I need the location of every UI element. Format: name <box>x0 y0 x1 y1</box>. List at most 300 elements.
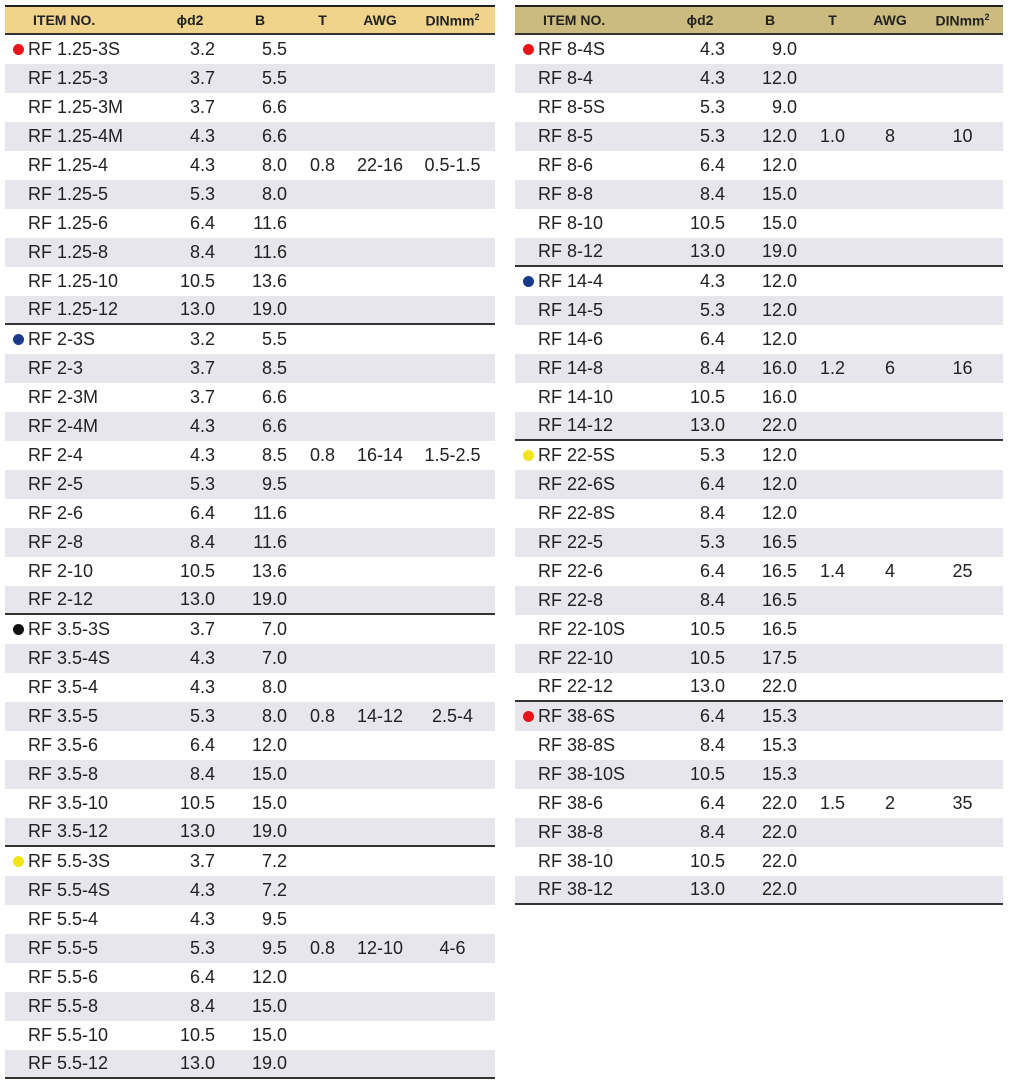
table-row <box>5 122 495 151</box>
item-no-text: RF 14-8 <box>538 358 604 378</box>
table-row <box>515 528 1003 557</box>
b-value: 12.0 <box>761 271 797 291</box>
table-row <box>5 615 495 644</box>
table-row <box>515 789 1003 818</box>
blue-dot-icon <box>13 334 24 345</box>
table-row <box>5 470 495 499</box>
item-no <box>5 242 155 263</box>
d2-value: 8.4 <box>189 242 215 262</box>
b-value: 7.2 <box>261 880 287 900</box>
item-no <box>5 851 155 872</box>
d2-value: 5.3 <box>699 126 725 146</box>
d2-value: 5.3 <box>189 474 215 494</box>
item-no-text: RF 1.25-4M <box>28 126 124 146</box>
d2-value: 13.0 <box>179 299 215 319</box>
awg-value: 22-16 <box>356 155 404 175</box>
item-no <box>5 619 155 640</box>
item-no-text: RF 2-4M <box>28 416 99 436</box>
d2-value: 10.5 <box>179 793 215 813</box>
b-value: 19.0 <box>251 1053 287 1073</box>
item-no <box>5 1025 155 1046</box>
item-no <box>5 97 155 118</box>
item-no <box>5 967 155 988</box>
d2-value: 8.4 <box>189 996 215 1016</box>
header-din-label: DINmm <box>935 12 985 29</box>
item-no-text: RF 3.5-8 <box>28 764 99 784</box>
awg-value: 12-10 <box>356 938 404 958</box>
item-no <box>5 416 155 437</box>
terminal-table-right <box>515 5 1003 905</box>
item-no-text: RF 38-10S <box>538 764 626 784</box>
table-row <box>515 818 1003 847</box>
item-no-text: RF 8-4 <box>538 68 594 88</box>
item-no-text: RF 38-8S <box>538 735 616 755</box>
item-no-text: RF 3.5-12 <box>28 821 109 841</box>
b-value: 15.0 <box>251 996 287 1016</box>
item-no-text: RF 2-8 <box>28 532 84 552</box>
item-no-text: RF 38-6S <box>538 706 616 726</box>
item-no <box>5 880 155 901</box>
table-row <box>515 731 1003 760</box>
item-no <box>5 299 155 320</box>
table-row <box>515 383 1003 412</box>
d2-value: 10.5 <box>689 648 725 668</box>
b-value: 22.0 <box>761 851 797 871</box>
table-row <box>5 934 495 963</box>
d2-value: 13.0 <box>689 415 725 435</box>
yellow-dot-icon <box>523 450 534 461</box>
d2-value: 10.5 <box>689 764 725 784</box>
item-no <box>515 735 665 756</box>
b-value: 12.0 <box>761 126 797 146</box>
d2-value: 4.3 <box>189 126 215 146</box>
item-no <box>515 329 665 350</box>
table-row <box>5 151 495 180</box>
table-row <box>515 180 1003 209</box>
d2-value: 6.4 <box>699 706 725 726</box>
b-value: 12.0 <box>761 155 797 175</box>
item-no-text: RF 8-10 <box>538 213 604 233</box>
table-row <box>5 557 495 586</box>
table-row <box>515 238 1003 267</box>
b-value: 19.0 <box>251 821 287 841</box>
d2-value: 6.4 <box>699 793 725 813</box>
table-row <box>5 209 495 238</box>
b-value: 12.0 <box>761 329 797 349</box>
b-value: 15.3 <box>761 735 797 755</box>
item-no-text: RF 1.25-5 <box>28 184 109 204</box>
b-value: 15.0 <box>251 1025 287 1045</box>
item-no-text: RF 8-6 <box>538 155 594 175</box>
table-row <box>5 905 495 934</box>
table-row <box>5 354 495 383</box>
b-value: 19.0 <box>251 589 287 609</box>
b-value: 15.3 <box>761 706 797 726</box>
table-row <box>515 93 1003 122</box>
item-no-text: RF 8-5 <box>538 126 594 146</box>
din-value: 25 <box>952 561 973 581</box>
item-no <box>515 97 665 118</box>
d2-value: 8.4 <box>699 358 725 378</box>
d2-value: 10.5 <box>179 561 215 581</box>
item-no <box>515 358 665 379</box>
b-value: 22.0 <box>761 676 797 696</box>
din-value: 0.5-1.5 <box>424 155 481 175</box>
d2-value: 5.3 <box>699 445 725 465</box>
red-dot-icon <box>523 711 534 722</box>
item-no-text: RF 1.25-3 <box>28 68 109 88</box>
table-row <box>5 818 495 847</box>
d2-value: 8.4 <box>699 822 725 842</box>
item-no <box>5 329 155 350</box>
d2-value: 8.4 <box>189 532 215 552</box>
d2-value: 4.3 <box>189 677 215 697</box>
item-no-text: RF 5.5-5 <box>28 938 99 958</box>
b-value: 13.6 <box>251 561 287 581</box>
item-no <box>515 300 665 321</box>
header-item-no: ITEM NO. <box>543 12 606 28</box>
table-row <box>5 412 495 441</box>
item-no <box>5 532 155 553</box>
d2-value: 5.3 <box>189 184 215 204</box>
b-value: 7.0 <box>261 619 287 639</box>
d2-value: 8.4 <box>699 590 725 610</box>
item-no-text: RF 3.5-10 <box>28 793 109 813</box>
b-value: 19.0 <box>251 299 287 319</box>
item-no-text: RF 2-10 <box>28 561 94 581</box>
table-row <box>5 180 495 209</box>
b-value: 11.6 <box>253 532 287 552</box>
item-no <box>5 996 155 1017</box>
din-value: 35 <box>952 793 973 813</box>
item-no <box>515 387 665 408</box>
b-value: 6.6 <box>261 416 287 436</box>
item-no-text: RF 2-5 <box>28 474 84 494</box>
b-value: 9.0 <box>771 97 797 117</box>
b-value: 9.5 <box>261 938 287 958</box>
b-value: 5.5 <box>261 68 287 88</box>
t-value: 1.0 <box>819 126 846 146</box>
table-row <box>515 267 1003 296</box>
red-dot-icon <box>523 44 534 55</box>
b-value: 7.0 <box>261 648 287 668</box>
b-value: 16.0 <box>761 387 797 407</box>
item-no <box>5 213 155 234</box>
table-row <box>5 499 495 528</box>
b-value: 12.0 <box>761 68 797 88</box>
b-value: 15.0 <box>251 793 287 813</box>
item-no <box>5 938 155 959</box>
item-no <box>515 126 665 147</box>
item-no-text: RF 2-3S <box>28 329 96 349</box>
b-value: 22.0 <box>761 822 797 842</box>
d2-value: 4.3 <box>699 68 725 88</box>
item-no <box>5 648 155 669</box>
item-no-text: RF 1.25-12 <box>28 299 119 319</box>
item-no-text: RF 38-8 <box>538 822 604 842</box>
item-no <box>515 503 665 524</box>
b-value: 12.0 <box>761 445 797 465</box>
item-no-text: RF 8-5S <box>538 97 606 117</box>
table-row <box>515 209 1003 238</box>
item-no-text: RF 22-10S <box>538 619 626 639</box>
t-value: 1.2 <box>819 358 846 378</box>
item-no-text: RF 5.5-4 <box>28 909 99 929</box>
d2-value: 8.4 <box>699 735 725 755</box>
t-value: 0.8 <box>309 706 336 726</box>
item-no <box>515 415 665 436</box>
d2-value: 3.7 <box>189 97 215 117</box>
item-no-text: RF 8-12 <box>538 241 604 261</box>
d2-value: 4.3 <box>699 271 725 291</box>
item-no-text: RF 14-6 <box>538 329 604 349</box>
t-value: 1.4 <box>819 561 846 581</box>
b-value: 16.5 <box>761 561 797 581</box>
awg-value: 14-12 <box>356 706 404 726</box>
table-row <box>515 847 1003 876</box>
t-value: 0.8 <box>309 938 336 958</box>
item-no <box>5 39 155 60</box>
item-no <box>5 155 155 176</box>
table-row <box>5 847 495 876</box>
d2-value: 8.4 <box>189 764 215 784</box>
table-row <box>515 325 1003 354</box>
d2-value: 4.3 <box>699 39 725 59</box>
header-din <box>410 12 495 29</box>
d2-value: 10.5 <box>689 387 725 407</box>
table-row <box>5 789 495 818</box>
item-no <box>515 851 665 872</box>
b-value: 8.0 <box>261 155 287 175</box>
item-no-text: RF 1.25-4 <box>28 155 109 175</box>
item-no <box>5 503 155 524</box>
item-no <box>515 879 665 900</box>
b-value: 9.0 <box>771 39 797 59</box>
item-no <box>5 1053 155 1074</box>
table-row <box>5 731 495 760</box>
d2-value: 10.5 <box>689 213 725 233</box>
table-row <box>5 760 495 789</box>
red-dot-icon <box>13 44 24 55</box>
awg-value: 4 <box>884 561 895 581</box>
table-row <box>5 992 495 1021</box>
table-row <box>515 586 1003 615</box>
item-no-text: RF 2-3M <box>28 387 99 407</box>
item-no-text: RF 5.5-6 <box>28 967 99 987</box>
d2-value: 4.3 <box>189 416 215 436</box>
item-no-text: RF 14-5 <box>538 300 604 320</box>
din-value: 10 <box>952 126 973 146</box>
item-no <box>515 241 665 262</box>
awg-value: 8 <box>884 126 895 146</box>
table-row <box>515 673 1003 702</box>
b-value: 11.6 <box>253 213 287 233</box>
item-no <box>5 793 155 814</box>
terminal-table-left <box>5 5 495 1079</box>
item-no <box>5 68 155 89</box>
item-no-text: RF 5.5-8 <box>28 996 99 1016</box>
table-row <box>515 876 1003 905</box>
item-no-text: RF 14-10 <box>538 387 614 407</box>
table-row <box>5 586 495 615</box>
table-row <box>5 702 495 731</box>
b-value: 7.2 <box>261 851 287 871</box>
b-value: 16.5 <box>761 532 797 552</box>
table-row <box>515 441 1003 470</box>
header-b: B <box>254 12 266 28</box>
item-no <box>5 821 155 842</box>
item-no <box>515 822 665 843</box>
item-no <box>515 271 665 292</box>
item-no <box>5 909 155 930</box>
table-header <box>515 7 1003 35</box>
table-row <box>515 354 1003 383</box>
table-row <box>5 35 495 64</box>
item-no <box>5 126 155 147</box>
d2-value: 6.4 <box>189 967 215 987</box>
item-no-text: RF 1.25-10 <box>28 271 119 291</box>
d2-value: 6.4 <box>699 155 725 175</box>
item-no-text: RF 38-12 <box>538 879 614 899</box>
item-no <box>5 358 155 379</box>
item-no-text: RF 2-6 <box>28 503 84 523</box>
item-no-text: RF 22-5 <box>538 532 604 552</box>
d2-value: 4.3 <box>189 155 215 175</box>
b-value: 5.5 <box>261 39 287 59</box>
b-value: 12.0 <box>251 735 287 755</box>
d2-value: 5.3 <box>699 97 725 117</box>
table-row <box>5 1021 495 1050</box>
item-no-text: RF 3.5-5 <box>28 706 99 726</box>
b-value: 22.0 <box>761 415 797 435</box>
item-no-text: RF 22-8 <box>538 590 604 610</box>
b-value: 15.3 <box>761 764 797 784</box>
d2-value: 13.0 <box>689 879 725 899</box>
d2-value: 4.3 <box>189 445 215 465</box>
item-no <box>515 184 665 205</box>
table-row <box>5 238 495 267</box>
d2-value: 6.4 <box>189 503 215 523</box>
d2-value: 13.0 <box>179 1053 215 1073</box>
table-row <box>515 35 1003 64</box>
b-value: 15.0 <box>251 764 287 784</box>
item-no <box>515 793 665 814</box>
b-value: 16.5 <box>761 619 797 639</box>
yellow-dot-icon <box>13 856 24 867</box>
item-no-text: RF 5.5-10 <box>28 1025 109 1045</box>
b-value: 6.6 <box>261 387 287 407</box>
d2-value: 8.4 <box>699 184 725 204</box>
awg-value: 2 <box>884 793 895 813</box>
t-value: 1.5 <box>819 793 846 813</box>
d2-value: 13.0 <box>179 589 215 609</box>
item-no <box>515 68 665 89</box>
item-no-text: RF 22-6S <box>538 474 616 494</box>
b-value: 12.0 <box>761 474 797 494</box>
b-value: 16.5 <box>761 590 797 610</box>
item-no-text: RF 3.5-4 <box>28 677 99 697</box>
d2-value: 3.7 <box>189 619 215 639</box>
d2-value: 6.4 <box>189 213 215 233</box>
b-value: 8.5 <box>261 358 287 378</box>
item-no-text: RF 14-4 <box>538 271 604 291</box>
b-value: 11.6 <box>253 503 287 523</box>
item-no-text: RF 2-3 <box>28 358 84 378</box>
b-value: 6.6 <box>261 97 287 117</box>
d2-value: 4.3 <box>189 909 215 929</box>
item-no <box>5 445 155 466</box>
item-no <box>5 474 155 495</box>
item-no <box>515 706 665 727</box>
table-row <box>5 267 495 296</box>
item-no-text: RF 2-4 <box>28 445 84 465</box>
item-no <box>515 155 665 176</box>
table-row <box>5 528 495 557</box>
b-value: 8.0 <box>261 677 287 697</box>
b-value: 16.0 <box>761 358 797 378</box>
d2-value: 3.7 <box>189 851 215 871</box>
table-row <box>5 876 495 905</box>
table-row <box>5 296 495 325</box>
b-value: 15.0 <box>761 184 797 204</box>
item-no <box>5 387 155 408</box>
item-no <box>515 474 665 495</box>
item-no-text: RF 38-6 <box>538 793 604 813</box>
d2-value: 3.7 <box>189 358 215 378</box>
b-value: 12.0 <box>761 503 797 523</box>
table-row <box>515 296 1003 325</box>
d2-value: 3.2 <box>189 39 215 59</box>
item-no <box>5 271 155 292</box>
table-row <box>5 93 495 122</box>
header-din-sup: 2 <box>984 11 990 22</box>
din-value: 4-6 <box>439 938 466 958</box>
table-row <box>515 644 1003 673</box>
b-value: 8.0 <box>261 706 287 726</box>
item-no-text: RF 5.5-12 <box>28 1053 109 1073</box>
table-row <box>515 122 1003 151</box>
black-dot-icon <box>13 624 24 635</box>
awg-value: 16-14 <box>356 445 404 465</box>
item-no <box>515 445 665 466</box>
item-no <box>5 706 155 727</box>
item-no-text: RF 1.25-3M <box>28 97 124 117</box>
table-header <box>5 7 495 35</box>
header-awg: AWG <box>873 12 907 28</box>
table-row <box>515 499 1003 528</box>
d2-value: 6.4 <box>699 474 725 494</box>
item-no-text: RF 3.5-3S <box>28 619 111 639</box>
d2-value: 10.5 <box>179 1025 215 1045</box>
item-no <box>515 590 665 611</box>
din-value: 1.5-2.5 <box>424 445 481 465</box>
item-no-text: RF 14-12 <box>538 415 614 435</box>
b-value: 22.0 <box>761 793 797 813</box>
item-no <box>515 213 665 234</box>
item-no <box>5 764 155 785</box>
d2-value: 5.3 <box>189 938 215 958</box>
item-no <box>515 764 665 785</box>
table-row <box>5 673 495 702</box>
table-row <box>5 64 495 93</box>
item-no-text: RF 38-10 <box>538 851 614 871</box>
d2-value: 4.3 <box>189 648 215 668</box>
item-no-text: RF 8-4S <box>538 39 606 59</box>
d2-value: 4.3 <box>189 880 215 900</box>
d2-value: 6.4 <box>699 561 725 581</box>
table-row <box>515 615 1003 644</box>
d2-value: 5.3 <box>699 300 725 320</box>
